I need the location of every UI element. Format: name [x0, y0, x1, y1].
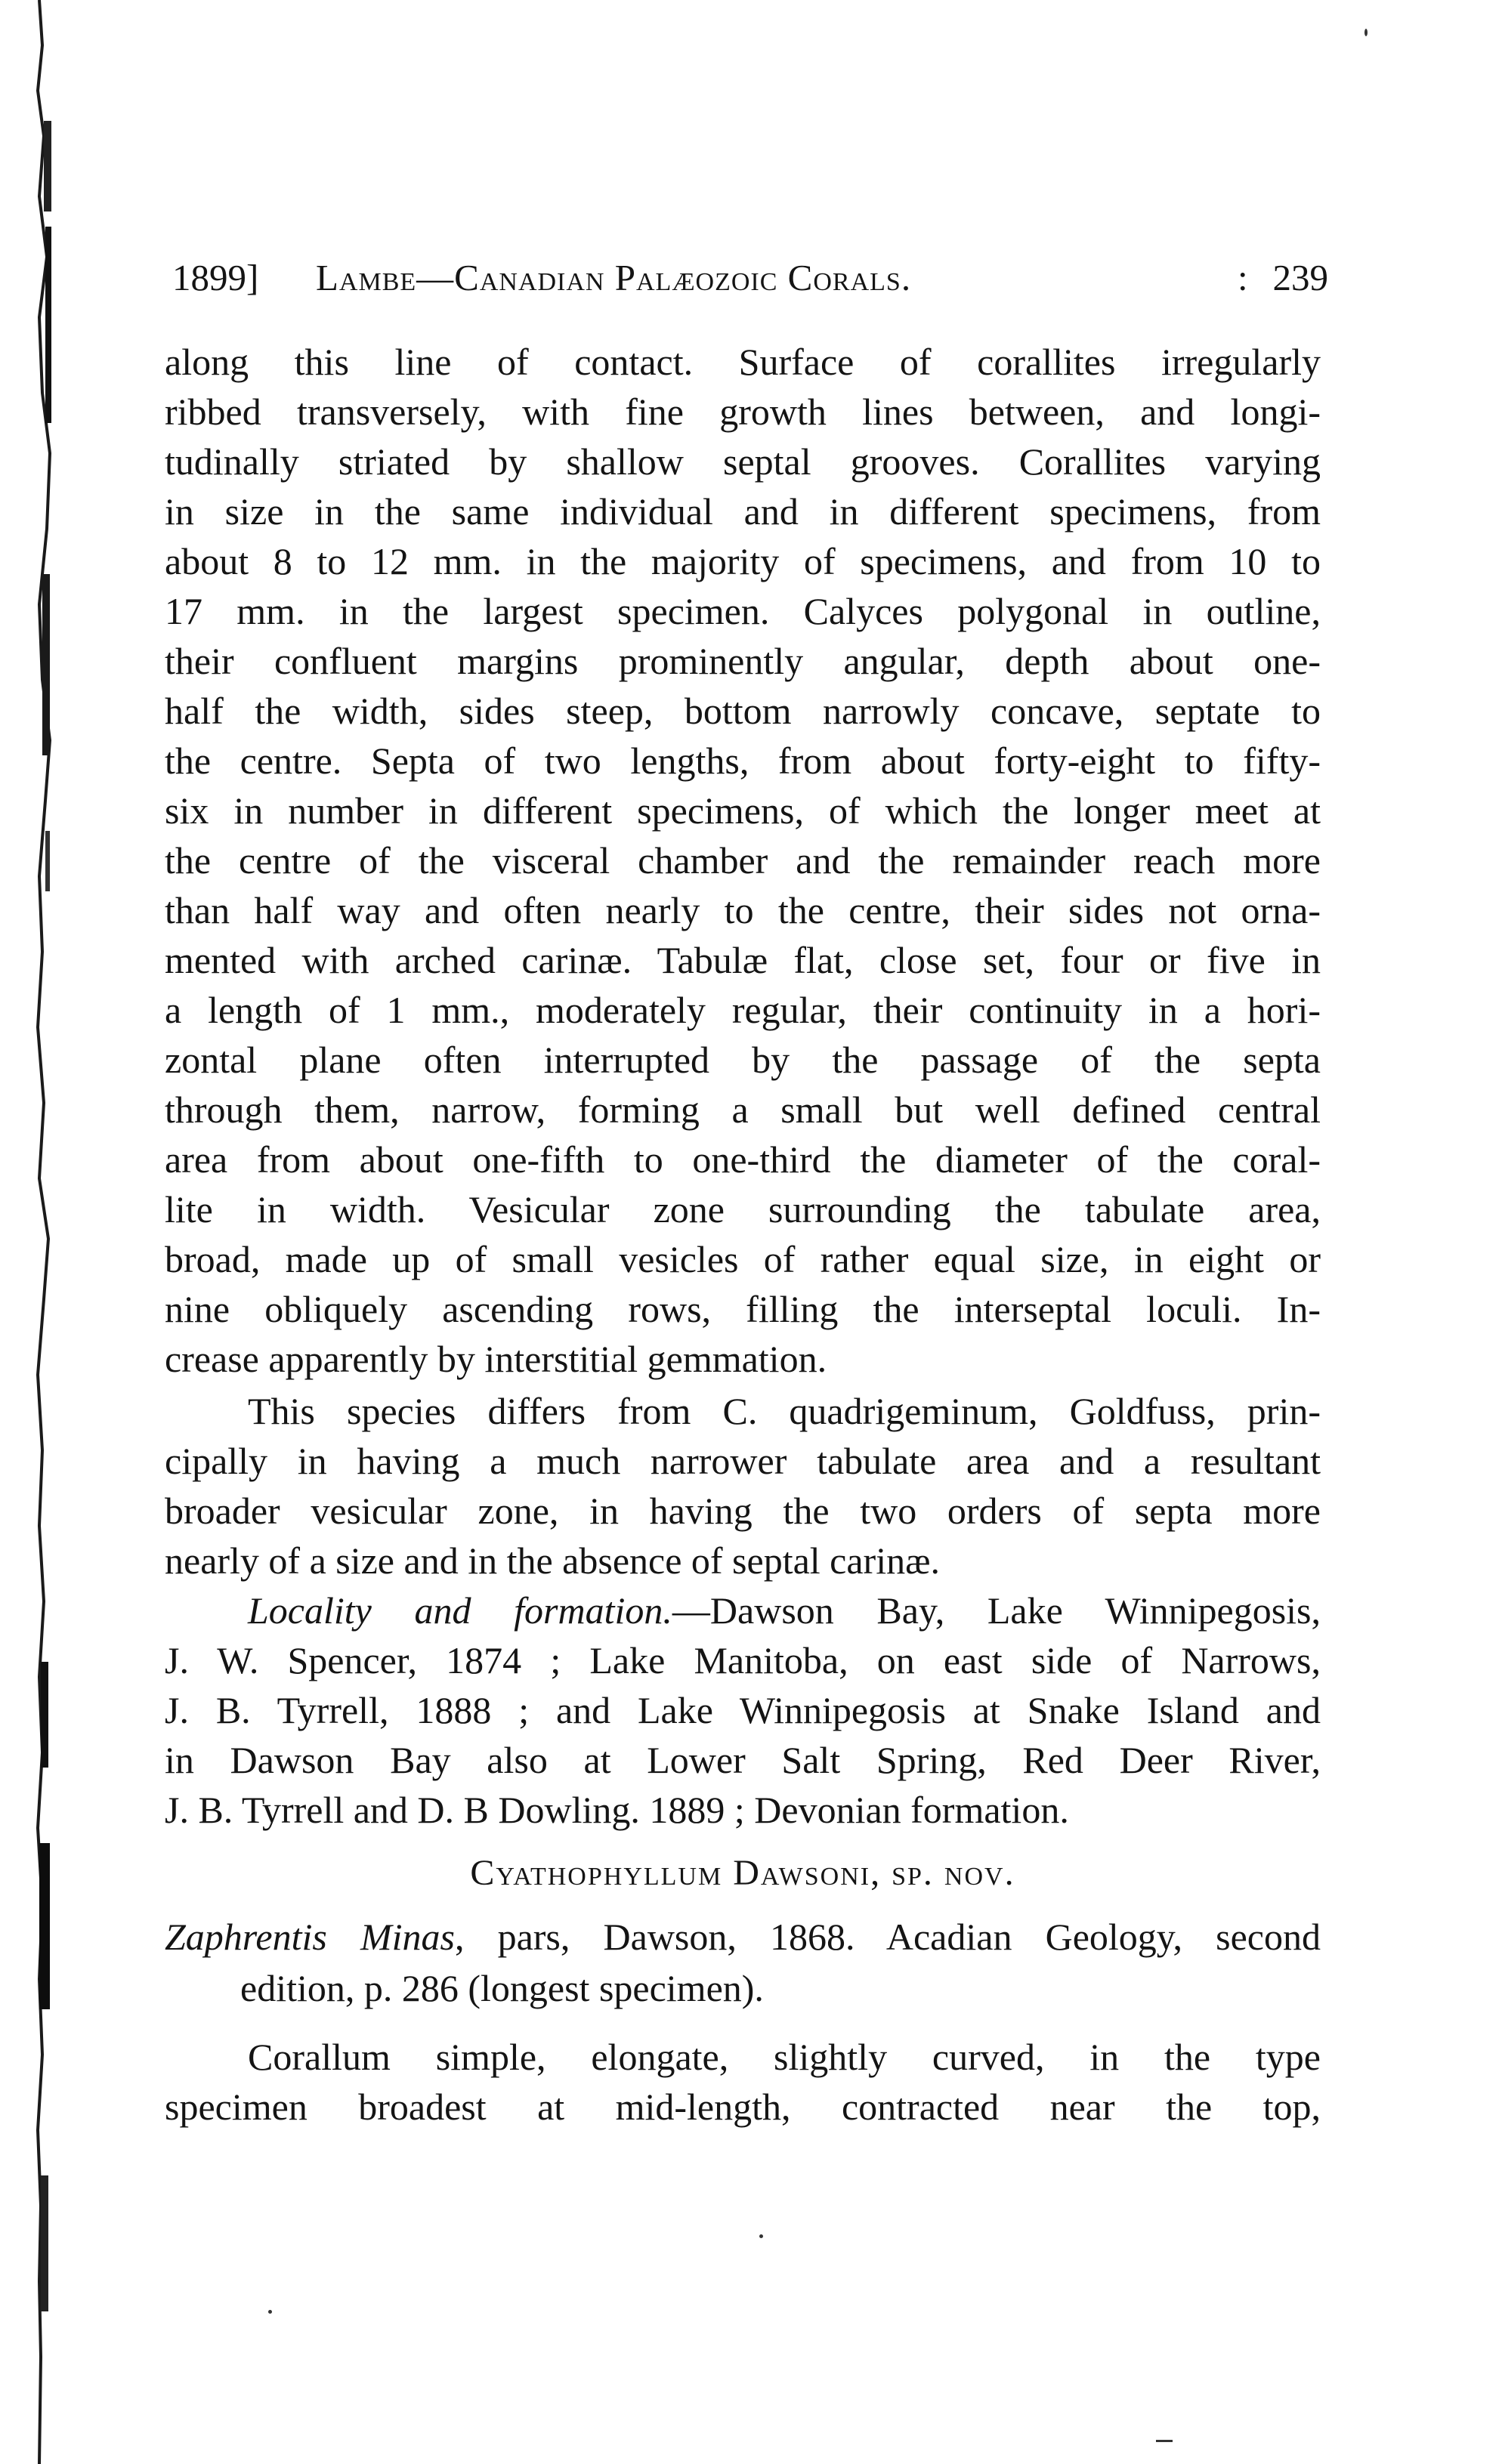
text-line: ribbed transversely, with fine growth lines between, and longi- — [165, 391, 1321, 433]
text-line: half the width, sides steep, bottom narrowly concave, septate to — [165, 690, 1321, 732]
text-line: crease apparently by interstitial gemmation. — [165, 1338, 827, 1380]
text-line: along this line of contact. Surface of corallites irregularly — [165, 341, 1321, 383]
text-line: six in number in different specimens, of which the longer meet at — [165, 789, 1321, 832]
scan-speck — [1364, 29, 1368, 36]
comparison-paragraph — [165, 1386, 1321, 1586]
text-line: Corallum simple, elongate, slightly curved, in the type — [248, 2036, 1321, 2078]
corallum-paragraph — [165, 2032, 1321, 2132]
text-line: area from about one-fifth to one-third the diameter of the coral- — [165, 1138, 1321, 1181]
species-heading: Cyathophyllum Dawsoni, sp. nov. — [470, 1853, 1015, 1893]
text-line: the centre of the visceral chamber and the remainder reach more — [165, 839, 1321, 882]
synonym-name: Zaphrentis Minas — [165, 1916, 455, 1958]
text-line: broad, made up of small vesicles of rather equal size, in eight or — [165, 1238, 1321, 1280]
locality-label: Locality and formation. — [248, 1589, 672, 1632]
synonymy-entry — [165, 1911, 1321, 2014]
header-mark: : — [1238, 257, 1248, 298]
synonym-line: edition, p. 286 (longest specimen). — [240, 1967, 764, 2009]
scan-speck — [1156, 2440, 1173, 2442]
text-line: cipally in having a much narrower tabulate area and a resultant — [165, 1440, 1321, 1482]
text-line: specimen broadest at mid-length, contracted near the top, — [165, 2086, 1321, 2128]
text-line: in Dawson Bay also at Lower Salt Spring, Red Deer River, — [165, 1739, 1321, 1781]
page-number: 239 — [1272, 257, 1328, 298]
scan-speck — [759, 2234, 763, 2238]
locality-text: —Dawson Bay, Lake Winnipegosis, — [672, 1589, 1321, 1632]
text-line: the centre. Septa of two lengths, from about forty-eight to fifty- — [165, 740, 1321, 782]
text-line: J. B. Tyrrell and D. B Dowling. 1889 ; Devonian formation. — [165, 1789, 1069, 1831]
text-line: a length of 1 mm., moderately regular, their continuity in a hori- — [165, 989, 1321, 1031]
locality-paragraph — [165, 1586, 1321, 1835]
text-line: through them, narrow, forming a small but well defined central — [165, 1088, 1321, 1131]
text-line: This species differs from C. quadrigeminum, Goldfuss, prin- — [248, 1390, 1321, 1432]
scan-gutter-edge — [17, 0, 66, 2464]
text-line: J. B. Tyrrell, 1888 ; and Lake Winnipegosis at Snake Island and — [165, 1689, 1321, 1731]
running-header — [172, 255, 1328, 301]
text-line: 17 mm. in the largest specimen. Calyces polygonal in outline, — [165, 590, 1321, 632]
synonym-line — [165, 1911, 1321, 1962]
text-line: about 8 to 12 mm. in the majority of specimens, and from 10 to — [165, 540, 1321, 582]
text-line: in size in the same individual and in different specimens, from — [165, 490, 1321, 533]
text-line: broader vesicular zone, in having the two orders of septa more — [165, 1490, 1321, 1532]
running-head-title: Lambe—Canadian Palæozoic Corals. — [316, 257, 912, 298]
text-line: J. W. Spencer, 1874 ; Lake Manitoba, on east side of Narrows, — [165, 1639, 1321, 1681]
text-line: zontal plane often interrupted by the passage of the septa — [165, 1039, 1321, 1081]
text-line — [165, 1586, 1321, 1635]
synonym-citation: , pars, Dawson, 1868. Acadian Geology, second — [454, 1916, 1321, 1958]
text-line: tudinally striated by shallow septal grooves. Corallites varying — [165, 440, 1321, 483]
description-paragraph — [165, 337, 1321, 1384]
text-line: lite in width. Vesicular zone surrounding the tabulate area, — [165, 1188, 1321, 1230]
text-line: their confluent margins prominently angular, depth about one- — [165, 640, 1321, 682]
scan-speck — [268, 2310, 272, 2314]
header-year: 1899] — [172, 257, 259, 298]
text-line: than half way and often nearly to the centre, their sides not orna- — [165, 889, 1321, 931]
text-line: nearly of a size and in the absence of septal carinæ. — [165, 1539, 940, 1582]
text-line: mented with arched carinæ. Tabulæ flat, close set, four or five in — [165, 939, 1321, 981]
text-line: nine obliquely ascending rows, filling the interseptal loculi. In- — [165, 1288, 1321, 1330]
